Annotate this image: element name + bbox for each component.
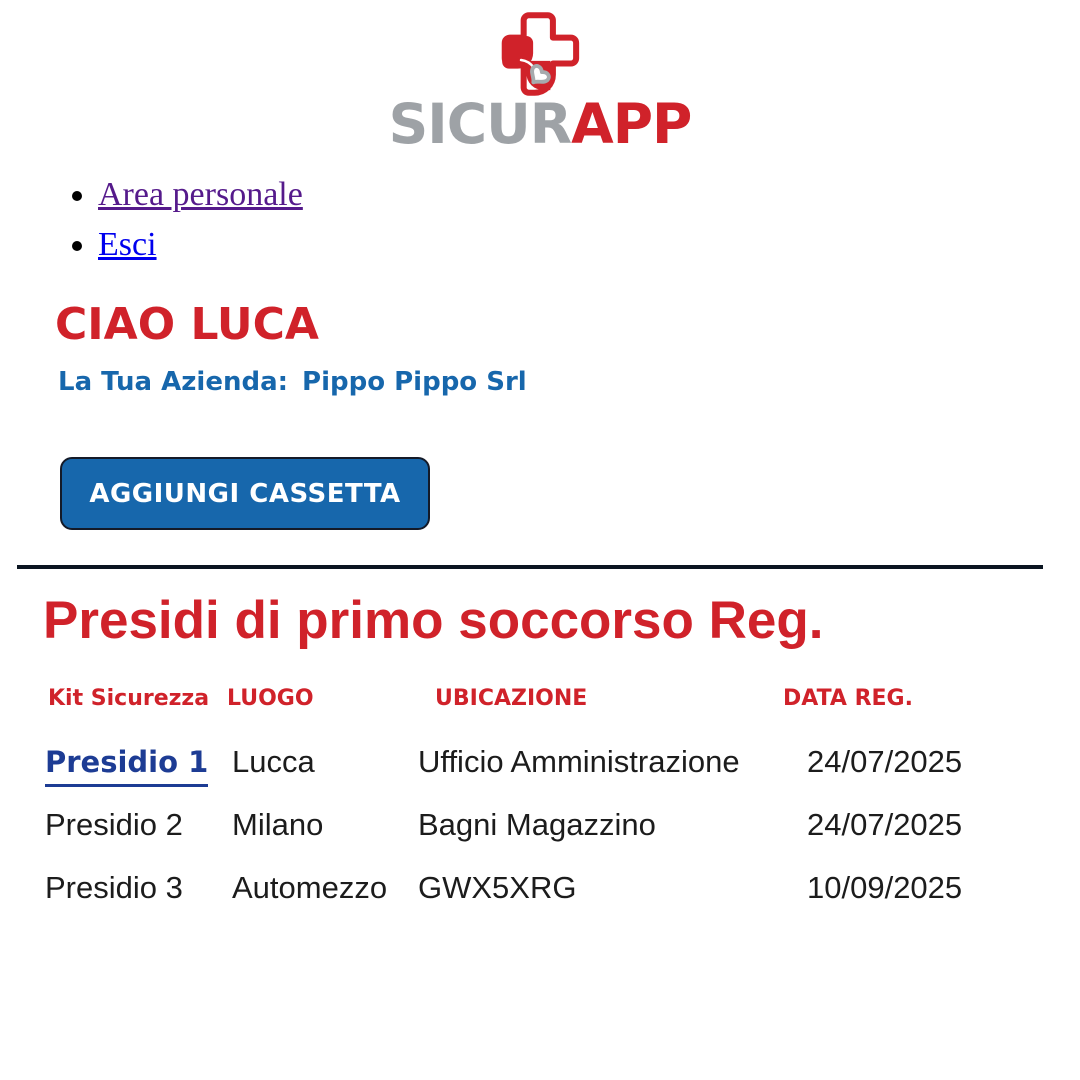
kit-cell: Presidio 3 [45,870,183,905]
company-line [58,367,527,397]
presidio-1-link[interactable]: Presidio 1 [45,746,208,787]
nav-item-area-personale [98,170,303,220]
kit-cell [45,744,232,787]
data-reg-cell: 10/09/2025 [807,870,963,905]
table-row [45,870,1047,933]
luogo-cell: Milano [232,807,324,842]
nav-item-esci [98,220,303,270]
table-row [45,807,1047,870]
header-luogo: LUOGO [227,686,314,711]
esci-link[interactable]: Esci [98,226,157,263]
luogo-cell: Lucca [232,744,315,779]
table-row [45,744,1047,807]
greeting-title: CIAO LUCA [55,299,319,350]
ubicazione-cell: GWX5XRG [418,870,577,905]
ubicazione-cell: Ufficio Amministrazione [418,744,740,779]
header-ubicazione: UBICAZIONE [435,686,588,711]
luogo-cell: Automezzo [232,870,388,905]
section-title: Presidi di primo soccorso Reg. [43,591,824,650]
header-kit-sicurezza: Kit Sicurezza [48,686,210,711]
aggiungi-cassetta-button[interactable]: AGGIUNGI CASSETTA [60,457,430,530]
first-aid-cross-heart-icon [497,8,583,100]
area-personale-link[interactable]: Area personale [98,176,303,213]
nav-list [40,170,303,270]
company-name: Pippo Pippo Srl [302,367,527,397]
wordmark-gray-part: SICUR [388,92,572,156]
table-header-row [45,686,1047,711]
kit-cell: Presidio 2 [45,807,183,842]
app-wordmark [0,94,1080,155]
table-body [45,744,1047,933]
data-reg-cell: 24/07/2025 [807,744,963,779]
data-reg-cell: 24/07/2025 [807,807,963,842]
ubicazione-cell: Bagni Magazzino [418,807,656,842]
wordmark-red-part: APP [571,92,692,156]
company-label: La Tua Azienda: [58,367,289,397]
divider-line [17,565,1043,569]
header-data-reg: DATA REG. [783,686,913,711]
